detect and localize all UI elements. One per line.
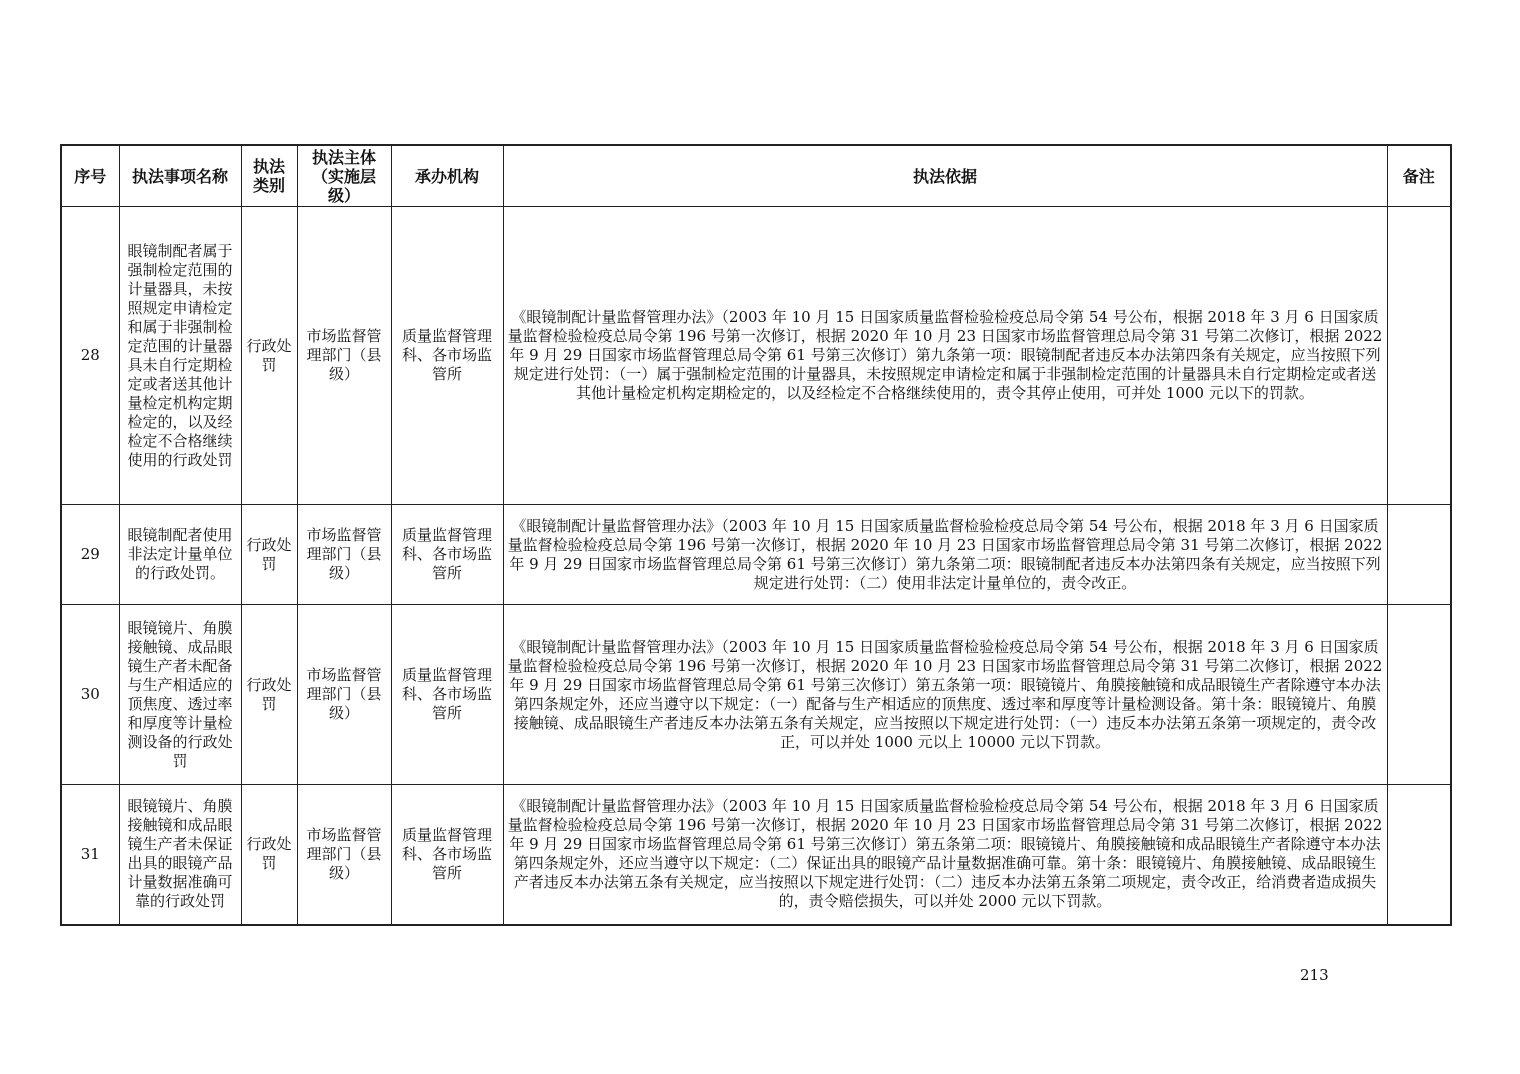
row-org: 质量监督管理科、各市场监管所: [391, 505, 503, 605]
row-seq: 28: [61, 207, 119, 505]
row-note: [1387, 605, 1451, 785]
row-basis: 《眼镜制配计量监督管理办法》（2003 年 10 月 15 日国家质量监督检验检疫总局令第 54 号公布，根据 2018 年 3 月 6 日国家质量监督检验检疫总局令第 196 号第一次修订，根据 2020 年 10 月 23 日国家市场监督管理总局令第 31 号第二次修订，根据 2022 年 9 月 29 日国家市场监督管理总局令第 61 号第三次修订）第九条第二项：眼镜制配者违反本办法第四条有关规定，应当按照下列规定进行处罚：（二）使用非法定计量单位的，责令改正。: [503, 505, 1387, 605]
header-name: 执法事项名称: [119, 145, 241, 207]
row-type: 行政处罚: [241, 785, 297, 925]
table-row: [61, 207, 1451, 505]
row-basis: 《眼镜制配计量监督管理办法》（2003 年 10 月 15 日国家质量监督检验检疫总局令第 54 号公布，根据 2018 年 3 月 6 日国家质量监督检验检疫总局令第 196 号第一次修订，根据 2020 年 10 月 23 日国家市场监督管理总局令第 31 号第二次修订，根据 2022 年 9 月 29 日国家市场监督管理总局令第 61 号第三次修订）第五条第一项：眼镜镜片、角膜接触镜和成品眼镜生产者除遵守本办法第四条规定外，还应当遵守以下规定：（一）配备与生产相适应的顶焦度、透过率和厚度等计量检测设备。第十条：眼镜镜片、角膜接触镜、成品眼镜生产者违反本办法第五条有关规定，应当按照以下规定进行处罚：（一）违反本办法第五条第一项规定的，责令改正，可以并处 1000 元以上 10000 元以下罚款。: [503, 605, 1387, 785]
row-name: 眼镜制配者属于强制检定范围的计量器具，未按照规定申请检定和属于非强制检定范围的计量器具未自行定期检定或者送其他计量检定机构定期检定的，以及经检定不合格继续使用的行政处罚: [119, 207, 241, 505]
header-basis: 执法依据: [503, 145, 1387, 207]
row-seq: 31: [61, 785, 119, 925]
row-note: [1387, 207, 1451, 505]
header-subject: 执法主体（实施层级）: [297, 145, 391, 207]
row-type: 行政处罚: [241, 605, 297, 785]
row-basis: 《眼镜制配计量监督管理办法》（2003 年 10 月 15 日国家质量监督检验检疫总局令第 54 号公布，根据 2018 年 3 月 6 日国家质量监督检验检疫总局令第 196 号第一次修订，根据 2020 年 10 月 23 日国家市场监督管理总局令第 31 号第二次修订，根据 2022 年 9 月 29 日国家市场监督管理总局令第 61 号第三次修订）第九条第一项：眼镜制配者违反本办法第四条有关规定，应当按照下列规定进行处罚：（一）属于强制检定范围的计量器具，未按照规定申请检定和属于非强制检定范围的计量器具未自行定期检定或者送其他计量检定机构定期检定的，以及经检定不合格继续使用的，责令其停止使用，可并处 1000 元以下的罚款。: [503, 207, 1387, 505]
header-note: 备注: [1387, 145, 1451, 207]
row-seq: 30: [61, 605, 119, 785]
row-name: 眼镜镜片、角膜接触镜、成品眼镜生产者未配备与生产相适应的顶焦度、透过率和厚度等计量检测设备的行政处罚: [119, 605, 241, 785]
enforcement-table: [60, 144, 1452, 926]
row-basis: 《眼镜制配计量监督管理办法》（2003 年 10 月 15 日国家质量监督检验检疫总局令第 54 号公布，根据 2018 年 3 月 6 日国家质量监督检验检疫总局令第 196 号第一次修订，根据 2020 年 10 月 23 日国家市场监督管理总局令第 31 号第二次修订，根据 2022 年 9 月 29 日国家市场监督管理总局令第 61 号第三次修订）第五条第二项：眼镜镜片、角膜接触镜和成品眼镜生产者除遵守本办法第四条规定外，还应当遵守以下规定：（二）保证出具的眼镜产品计量数据准确可靠。第十条：眼镜镜片、角膜接触镜、成品眼镜生产者违反本办法第五条有关规定，应当按照以下规定进行处罚：（二）违反本办法第五条第二项规定，责令改正，给消费者造成损失的，责令赔偿损失，可以并处 2000 元以下罚款。: [503, 785, 1387, 925]
row-subject: 市场监督管理部门（县级）: [297, 207, 391, 505]
row-subject: 市场监督管理部门（县级）: [297, 605, 391, 785]
table-row: [61, 785, 1451, 925]
row-note: [1387, 505, 1451, 605]
header-type: 执法类别: [241, 145, 297, 207]
row-type: 行政处罚: [241, 505, 297, 605]
header-org: 承办机构: [391, 145, 503, 207]
row-name: 眼镜制配者使用非法定计量单位的行政处罚。: [119, 505, 241, 605]
row-org: 质量监督管理科、各市场监管所: [391, 207, 503, 505]
page-number: 213: [1300, 966, 1329, 984]
header-row: [61, 145, 1451, 207]
row-name: 眼镜镜片、角膜接触镜和成品眼镜生产者未保证出具的眼镜产品计量数据准确可靠的行政处罚: [119, 785, 241, 925]
row-subject: 市场监督管理部门（县级）: [297, 785, 391, 925]
row-seq: 29: [61, 505, 119, 605]
row-org: 质量监督管理科、各市场监管所: [391, 605, 503, 785]
table-row: [61, 505, 1451, 605]
row-org: 质量监督管理科、各市场监管所: [391, 785, 503, 925]
row-note: [1387, 785, 1451, 925]
table-row: [61, 605, 1451, 785]
row-subject: 市场监督管理部门（县级）: [297, 505, 391, 605]
row-type: 行政处罚: [241, 207, 297, 505]
header-seq: 序号: [61, 145, 119, 207]
